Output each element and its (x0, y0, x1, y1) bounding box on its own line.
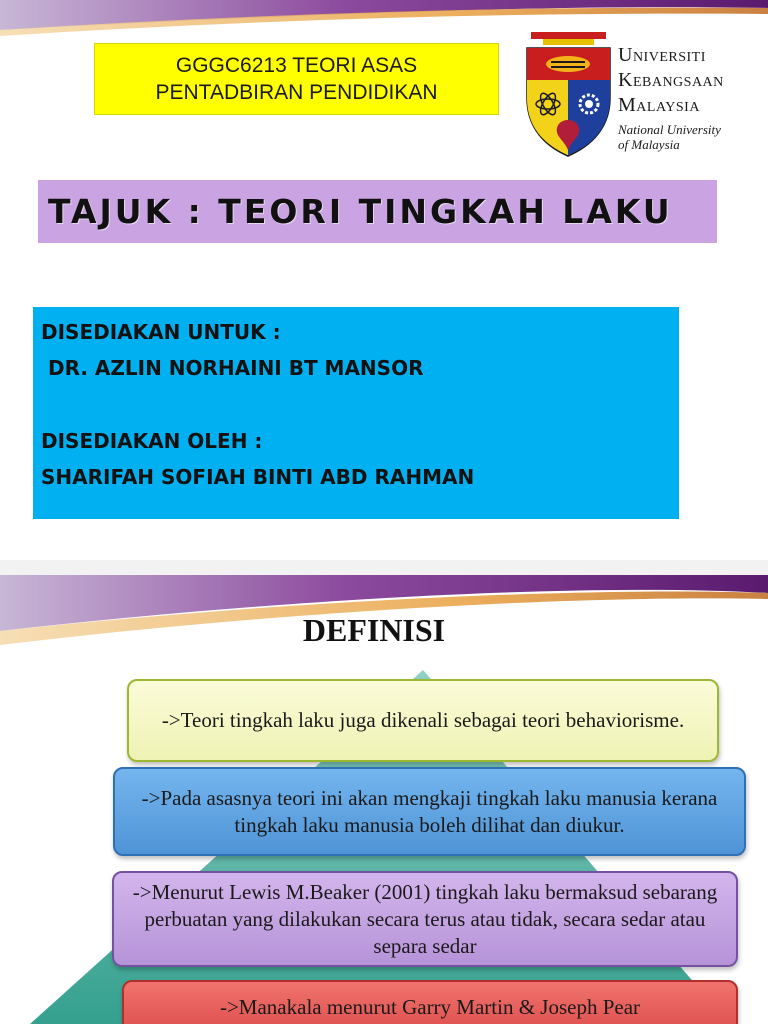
logo-name-line-3: Malaysia (618, 94, 700, 116)
logo-name-line-1: Universiti (618, 44, 706, 66)
slide-separator (0, 560, 768, 575)
definition-point-1-text: ->Teori tingkah laku juga dikenali sebagai teori behaviorisme. (161, 708, 685, 732)
course-code-box (94, 43, 499, 115)
definition-point-2-text: ->Pada asasnya teori ini akan mengkaji tingkah laku manusia kerana tingkah laku manusia boleh dilihat dan diukur. (141, 785, 718, 837)
topic-title: TAJUK : TEORI TINGKAH LAKU (48, 192, 673, 231)
definition-point-4-text: ->Manakala menurut Garry Martin & Joseph Pear (219, 995, 641, 1019)
prepared-info-box (33, 307, 679, 519)
slide-definition (0, 575, 768, 1024)
prepared-for-name: DR. AZLIN NORHAINI BT MANSOR (41, 356, 424, 380)
definition-point-1 (127, 679, 719, 762)
definition-point-3-text: ->Menurut Lewis M.Beaker (2001) tingkah laku bermaksud sebarang perbuatan yang dilakukan secara terus atau tidak, secara sedar atau separa sedar (132, 879, 718, 958)
logo-sub-line-2: of Malaysia (618, 137, 680, 152)
prepared-by-label: DISEDIAKAN OLEH : (41, 429, 263, 453)
definition-point-4 (122, 980, 738, 1024)
ukm-logo (517, 25, 743, 160)
course-line-1: GGGC6213 TEORI ASAS (175, 54, 418, 77)
definition-title: DEFINISI (302, 612, 446, 648)
ukm-crest-icon (521, 28, 616, 158)
course-line-2: PENTADBIRAN PENDIDIKAN (155, 81, 438, 104)
prepared-by-name: SHARIFAH SOFIAH BINTI ABD RAHMAN (41, 465, 475, 489)
logo-name-line-2: Kebangsaan (618, 69, 724, 91)
prepared-for-label: DISEDIAKAN UNTUK : (41, 320, 281, 344)
topic-title-box (38, 180, 717, 243)
logo-sub-line-1: National University (618, 122, 721, 137)
definition-point-3 (112, 871, 738, 967)
definition-point-2 (113, 767, 746, 856)
